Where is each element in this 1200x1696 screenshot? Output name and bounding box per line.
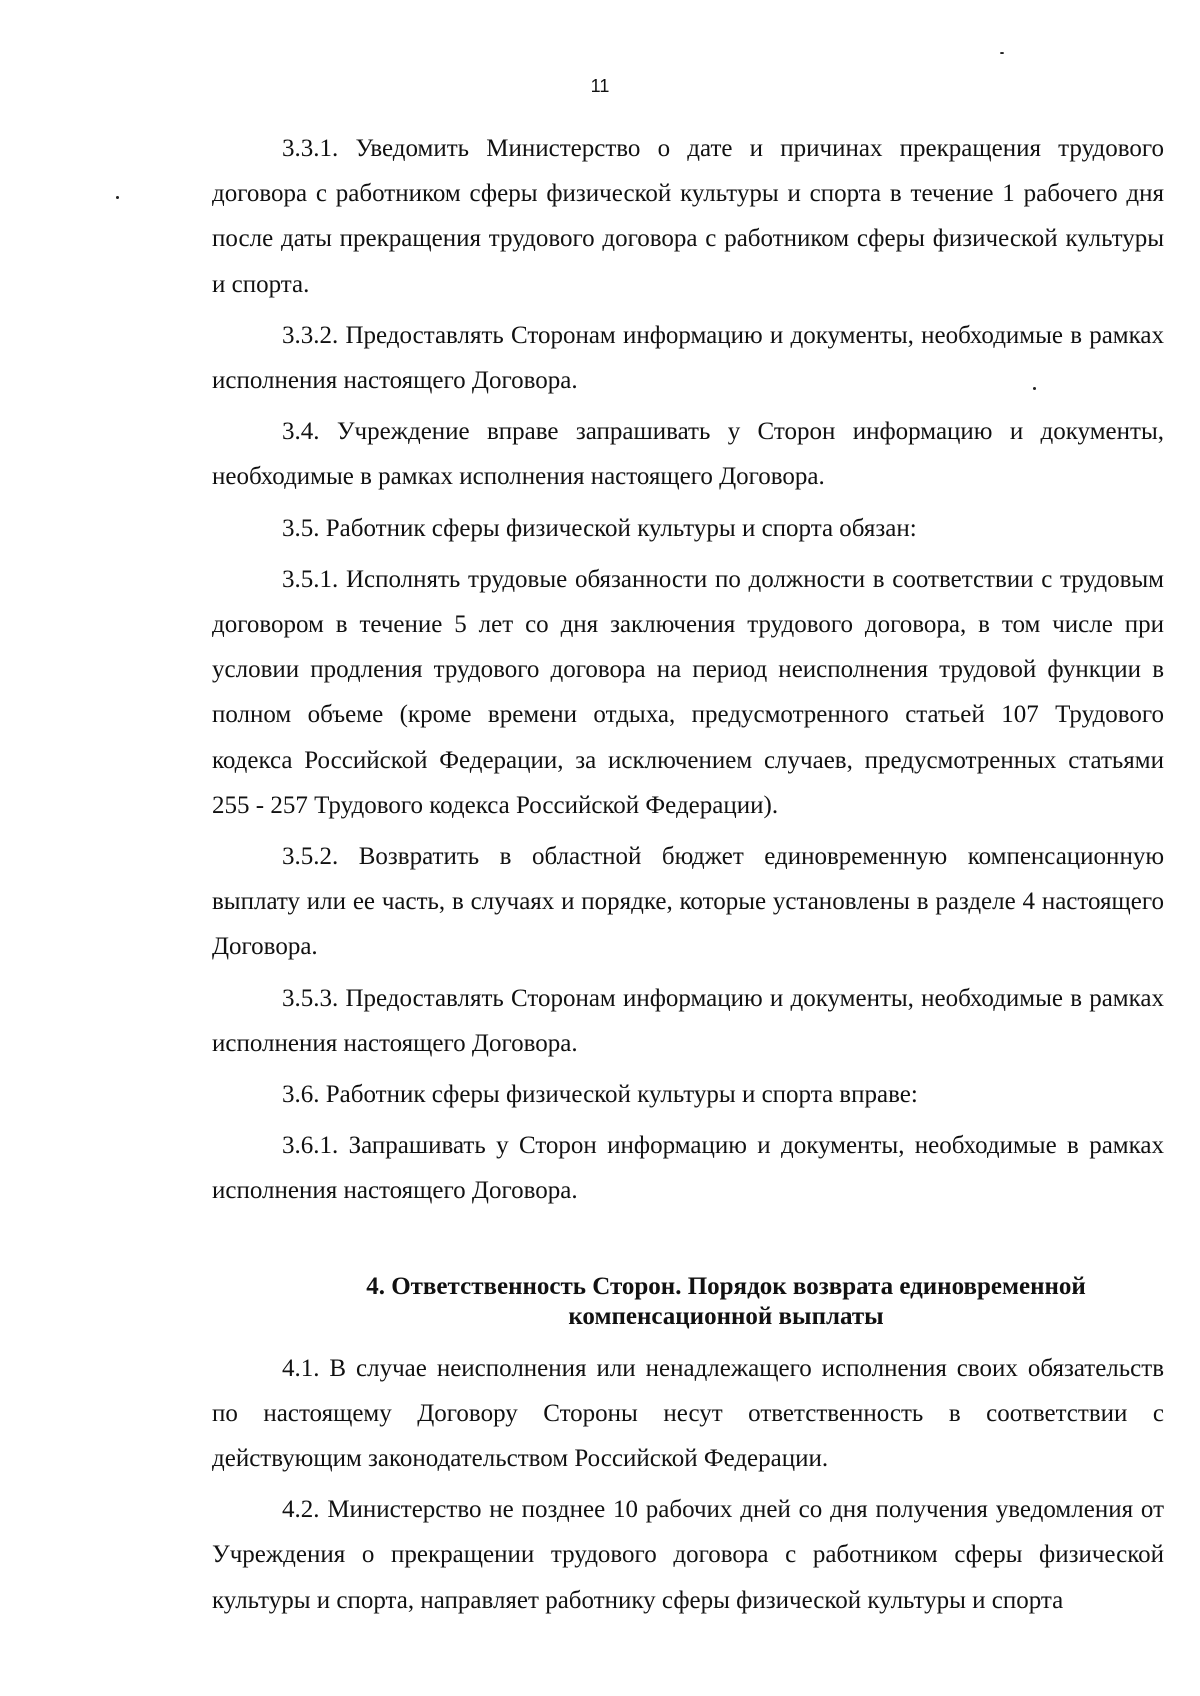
paragraph-3-5-2: 3.5.2. Возвратить в областной бюджет единовременную компенсационную выплату или ее часть, в случаях и порядке, которые установлены в разделе 4 настоящего Договора. — [212, 843, 1164, 961]
scan-speck — [116, 196, 119, 199]
page-number: 11 — [590, 76, 610, 96]
paragraph-3-5-1: 3.5.1. Исполнять трудовые обязанности по должности в соответствии с трудовым договором в течение 5 лет со дня заключения трудового договора, в том числе при условии продления трудового договора на период неисполнения трудовой функции в полном объеме (кроме времени отдыха, предусмотренного статьей 107 Трудового кодекса Российской Федерации, за исключением случаев, предусмотренных статьями 255 - 257 Трудового кодекса Российской Федерации). — [212, 565, 1164, 819]
scan-speck — [1000, 52, 1004, 54]
paragraph-4-2: 4.2. Министерство не позднее 10 рабочих дней со дня получения уведомления от Учреждения о прекращении трудового договора с работником сферы физической культуры и спорта, направляет работнику сферы физической культуры и спорта — [212, 1496, 1164, 1614]
paragraph-3-6-1: 3.6.1. Запрашивать у Сторон информацию и документы, необходимые в рамках исполнения настоящего Договора. — [212, 1132, 1164, 1205]
section-heading-line-2: компенсационной выплаты — [568, 1302, 884, 1330]
paragraph-4-1: 4.1. В случае неисполнения или ненадлежащего исполнения своих обязательств по настоящему Договору Стороны несут ответственность в соответствии с действующим законодательством Российской Федерации. — [212, 1354, 1164, 1473]
section-heading-line-1: 4. Ответственность Сторон. Порядок возврата единовременной — [366, 1272, 1086, 1300]
paragraph-3-5: 3.5. Работник сферы физической культуры и спорта обязан: — [282, 514, 917, 542]
paragraph-3-6: 3.6. Работник сферы физической культуры и спорта вправе: — [282, 1081, 918, 1109]
paragraph-3-5-3: 3.5.3. Предоставлять Сторонам информацию и документы, необходимые в рамках исполнения настоящего Договора. — [212, 984, 1164, 1057]
paragraph-3-4: 3.4. Учреждение вправе запрашивать у Сторон информацию и документы, необходимые в рамках исполнения настоящего Договора. — [212, 418, 1164, 491]
paragraph-3-3-1: 3.3.1. Уведомить Министерство о дате и причинах прекращения трудового договора с работником сферы физической культуры и спорта в течение 1 рабочего дня после даты прекращения трудового договора с работником сферы физической культуры и спорта. — [212, 135, 1164, 298]
document-body — [212, 126, 1164, 1629]
section-4-heading — [212, 1272, 1164, 1332]
scan-speck — [1033, 387, 1036, 390]
paragraph-3-3-2: 3.3.2. Предоставлять Сторонам информацию и документы, необходимые в рамках исполнения настоящего Договора. — [212, 321, 1164, 395]
